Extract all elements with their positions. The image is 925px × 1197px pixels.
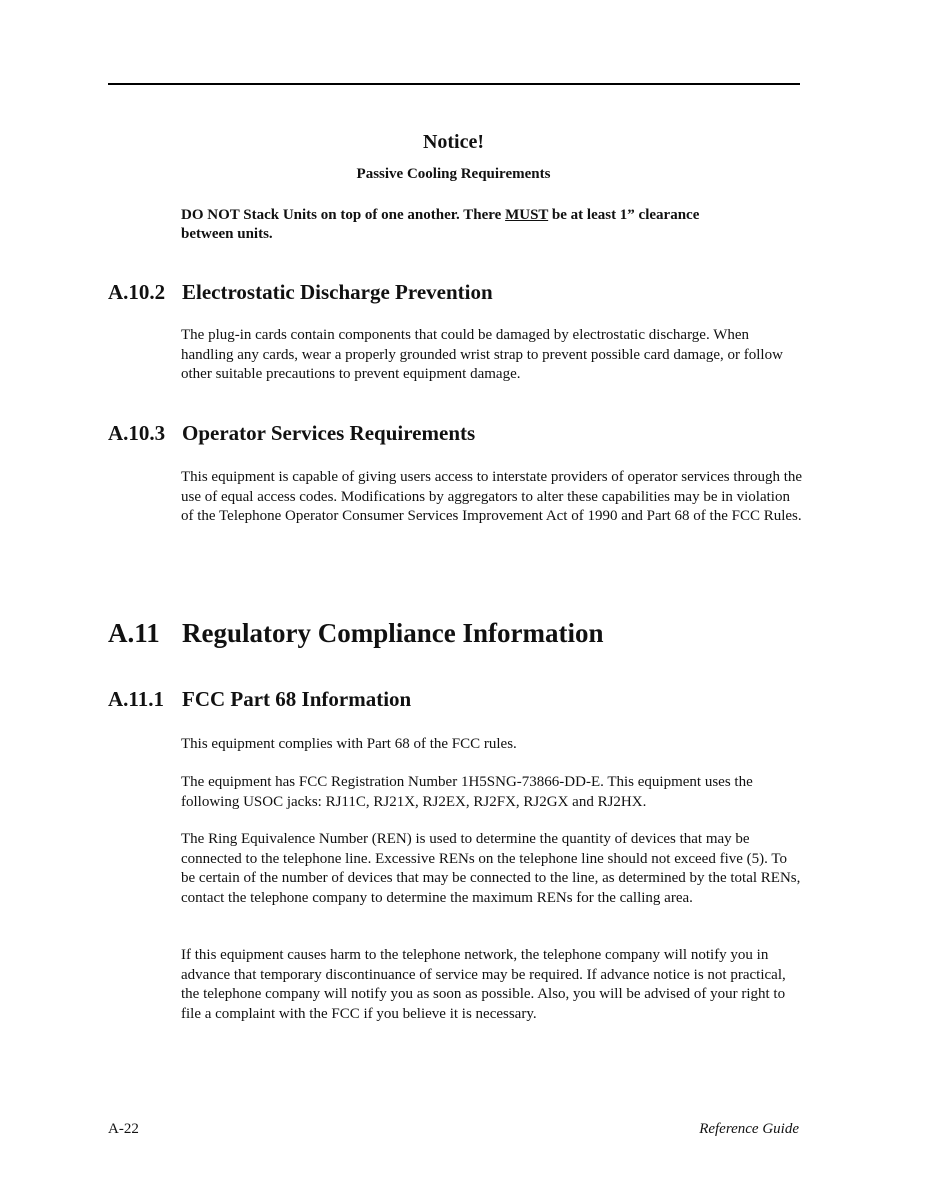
notice-body-after: be at least 1” clearance between units. <box>181 207 700 242</box>
section-title: Electrostatic Discharge Prevention <box>182 280 493 304</box>
notice-subtitle: Passive Cooling Requirements <box>356 166 551 182</box>
notice-title: Notice! <box>422 131 485 153</box>
notice-body-before: DO NOT Stack Units on top of one another. There <box>181 207 506 223</box>
header-rule <box>108 83 800 85</box>
section-heading-esd <box>108 280 493 305</box>
chapter-heading-regulatory <box>108 618 603 649</box>
section-number: A.11.1 <box>108 687 165 711</box>
page-number: A-22 <box>108 1121 139 1137</box>
section-paragraph: The plug-in cards contain components that could be damaged by electrostatic discharge. When handling any cards, wear a properly grounded wrist strap to prevent possible card damage, or follow other suitable precautions to prevent equipment damage. <box>181 327 783 382</box>
section-heading-operator <box>108 421 475 446</box>
section-paragraph: This equipment is capable of giving users access to interstate providers of operator services through the use of equal access codes. Modifications by aggregators to alter these capabilities may be in violation of the Telephone Operator Consumer Services Improvement Act of 1990 and Part 68 of the FCC Rules. <box>181 469 803 524</box>
section-paragraph: This equipment complies with Part 68 of the FCC rules. <box>181 736 517 752</box>
section-title: Operator Services Requirements <box>182 421 476 445</box>
section-paragraph: If this equipment causes harm to the telephone network, the telephone company will notify you in advance that temporary discontinuance of service may be required. If advance notice is not practical, the telephone company will notify you as soon as possible. Also, you will be advised of your right to file a complaint with the FCC if you believe it is necessary. <box>181 947 786 1022</box>
section-heading-fcc <box>108 687 411 712</box>
section-number: A.10.3 <box>108 421 166 445</box>
section-title: Regulatory Compliance Information <box>182 618 604 648</box>
section-number: A.11 <box>108 618 160 648</box>
section-paragraph: The Ring Equivalence Number (REN) is used to determine the quantity of devices that may be connected to the telephone line. Excessive RENs on the telephone line should not exceed five (5). To be certain of the number of devices that may be connected to the line, as determined by the total RENs, contact the telephone company to determine the maximum RENs for the calling area. <box>181 831 801 906</box>
notice-body-emphasis: MUST <box>505 207 549 223</box>
section-paragraph: The equipment has FCC Registration Number 1H5SNG-73866-DD-E. This equipment uses the following USOC jacks: RJ11C, RJ21X, RJ2EX, RJ2FX, RJ2GX and RJ2HX. <box>181 774 753 810</box>
section-number: A.10.2 <box>108 280 166 304</box>
section-title: FCC Part 68 Information <box>182 687 412 711</box>
document-title: Reference Guide <box>699 1121 799 1137</box>
notice-body <box>181 206 741 244</box>
